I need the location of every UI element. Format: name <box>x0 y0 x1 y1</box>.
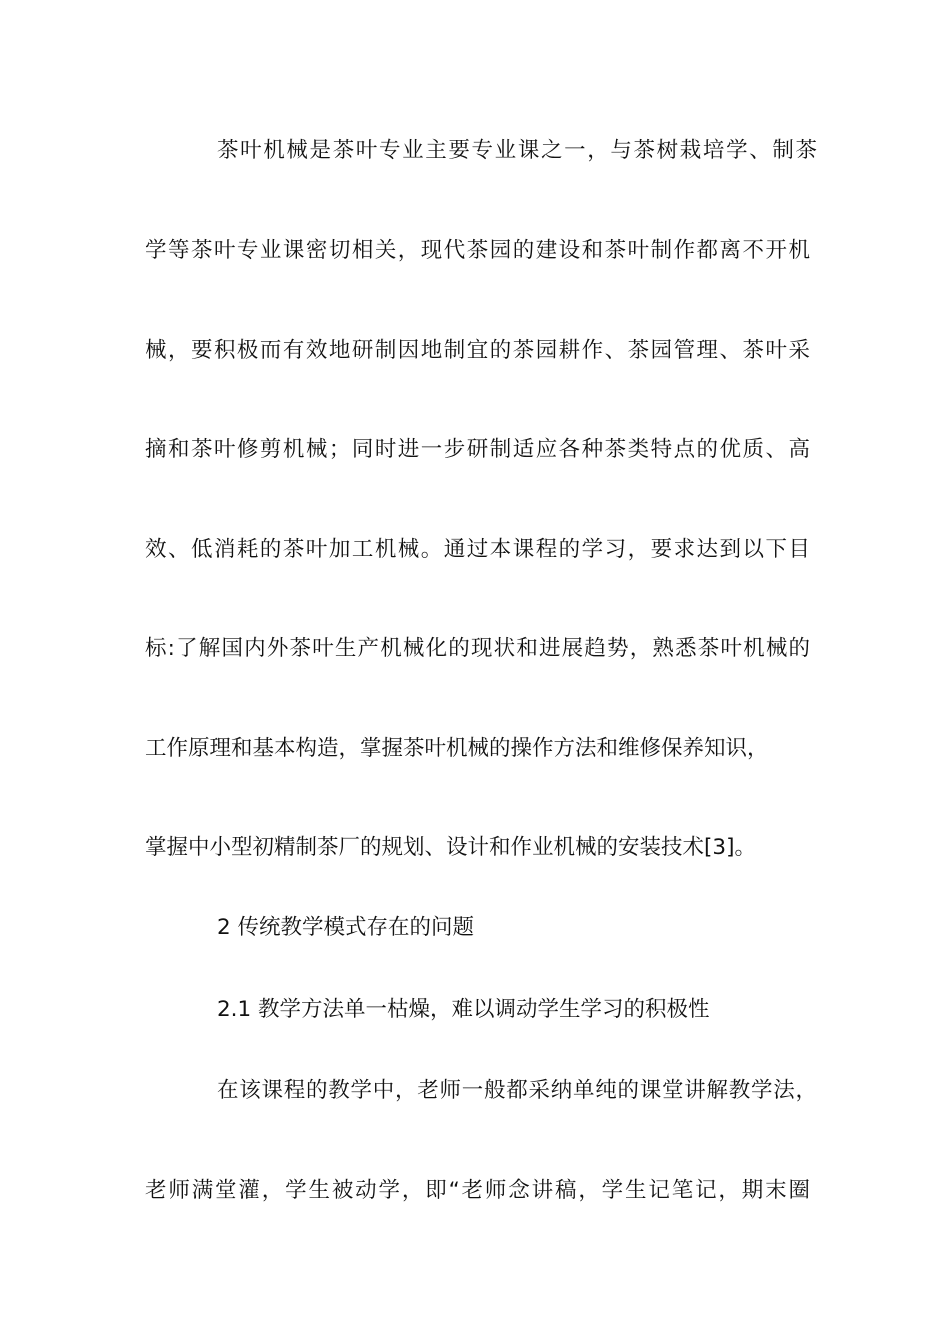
section-heading-2: 2 传统教学模式存在的问题 <box>217 915 475 940</box>
paragraph-1-line-7: 工作原理和基本构造，掌握茶叶机械的操作方法和维修保养知识， <box>145 736 769 761</box>
paragraph-1-line-3: 械，要积极而有效地研制因地制宜的茶园耕作、茶园管理、茶叶采 <box>145 338 810 363</box>
paragraph-2-line-1: 在该课程的教学中，老师一般都采纳单纯的课堂讲解教学法， <box>217 1078 817 1103</box>
section-heading-2-1: 2.1 教学方法单一枯燥，难以调动学生学习的积极性 <box>217 997 710 1022</box>
paragraph-1-line-8: 掌握中小型初精制茶厂的规划、设计和作业机械的安装技术[3]。 <box>145 835 756 860</box>
paragraph-1-line-5: 效、低消耗的茶叶加工机械。通过本课程的学习，要求达到以下目 <box>145 537 810 562</box>
paragraph-1-line-2: 学等茶叶专业课密切相关，现代茶园的建设和茶叶制作都离不开机 <box>145 238 810 263</box>
paragraph-1-line-1: 茶叶机械是茶叶专业主要专业课之一，与茶树栽培学、制茶 <box>217 138 817 163</box>
paragraph-1-line-6: 标:了解国内外茶叶生产机械化的现状和进展趋势，熟悉茶叶机械的 <box>145 636 810 661</box>
paragraph-1-line-4: 摘和茶叶修剪机械；同时进一步研制适应各种茶类特点的优质、高 <box>145 437 810 462</box>
paragraph-2-line-2: 老师满堂灌，学生被动学，即“老师念讲稿，学生记笔记，期末圈 <box>145 1178 810 1203</box>
